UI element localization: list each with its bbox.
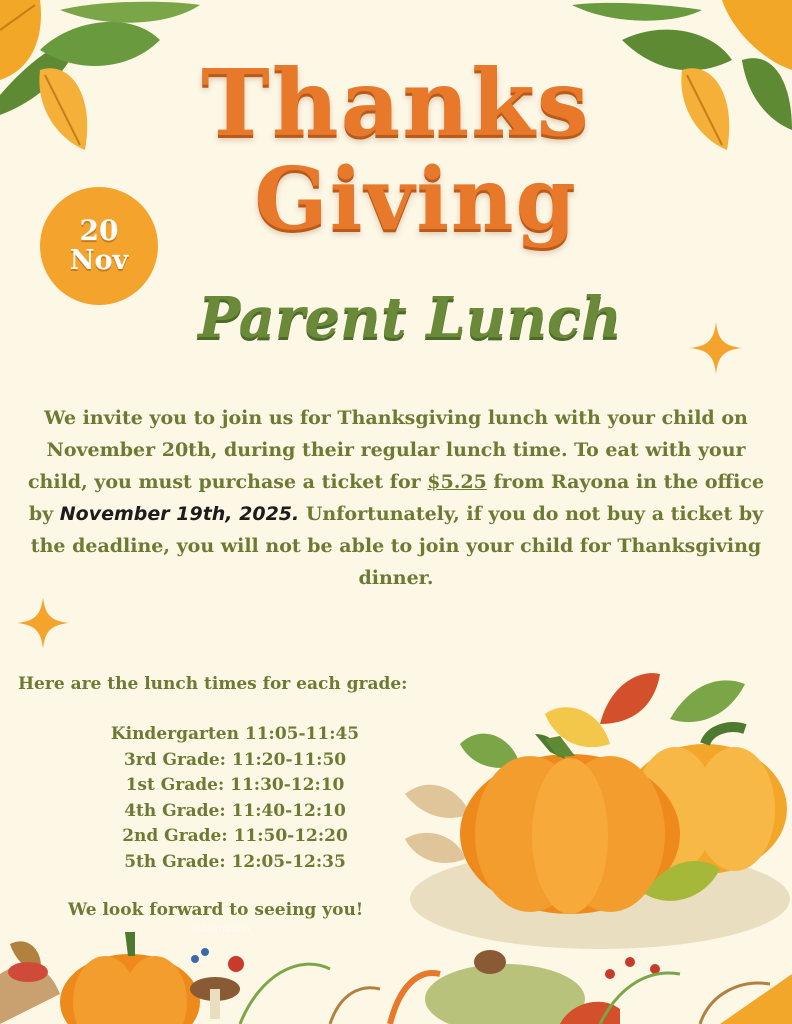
watermark-text: Information [192, 924, 250, 935]
body-part-1: We invite you to join us for Thanksgiving lunch with your child on November 20th, during their regular lunch time. To eat with your child, you must purchase a ticket for [27, 407, 748, 493]
ticket-price: $5.25 [427, 471, 487, 493]
list-item: 3rd Grade: 11:20-11:50 [123, 749, 347, 770]
list-item: 2nd Grade: 11:50-12:20 [122, 826, 348, 846]
badge-month: Nov [69, 245, 129, 276]
date-badge [40, 187, 158, 305]
list-item: 4th Grade: 11:40-12:10 [124, 800, 346, 821]
invitation-text [20, 402, 772, 594]
list-item: 1st Grade: 11:30-12:10 [125, 775, 345, 795]
lunch-times-list [90, 722, 380, 875]
title-line-2: Giving [254, 149, 578, 250]
deadline-date: November 19th, 2025. [59, 503, 300, 525]
title-line-1: Thanks [201, 49, 591, 157]
body-part-3: Unfortunately, if you do not buy a ticket by the deadline, you will not be able to join your child for Thanksgiving dinner. [30, 503, 764, 589]
badge-day: 20 [79, 214, 119, 247]
list-item: 5th Grade: 12:05-12:35 [124, 851, 346, 872]
sparkle-icon [17, 597, 69, 649]
closing-text: We look forward to seeing you! [68, 900, 364, 920]
sparkle-icon [690, 322, 742, 374]
subtitle: Parent Lunch [198, 285, 622, 351]
lunch-times-intro: Here are the lunch times for each grade: [18, 674, 408, 694]
body-part-2: from Rayona in the office by [28, 471, 765, 525]
list-item: Kindergarten 11:05-11:45 [110, 724, 360, 744]
bottom-foliage-icon [0, 914, 792, 1024]
